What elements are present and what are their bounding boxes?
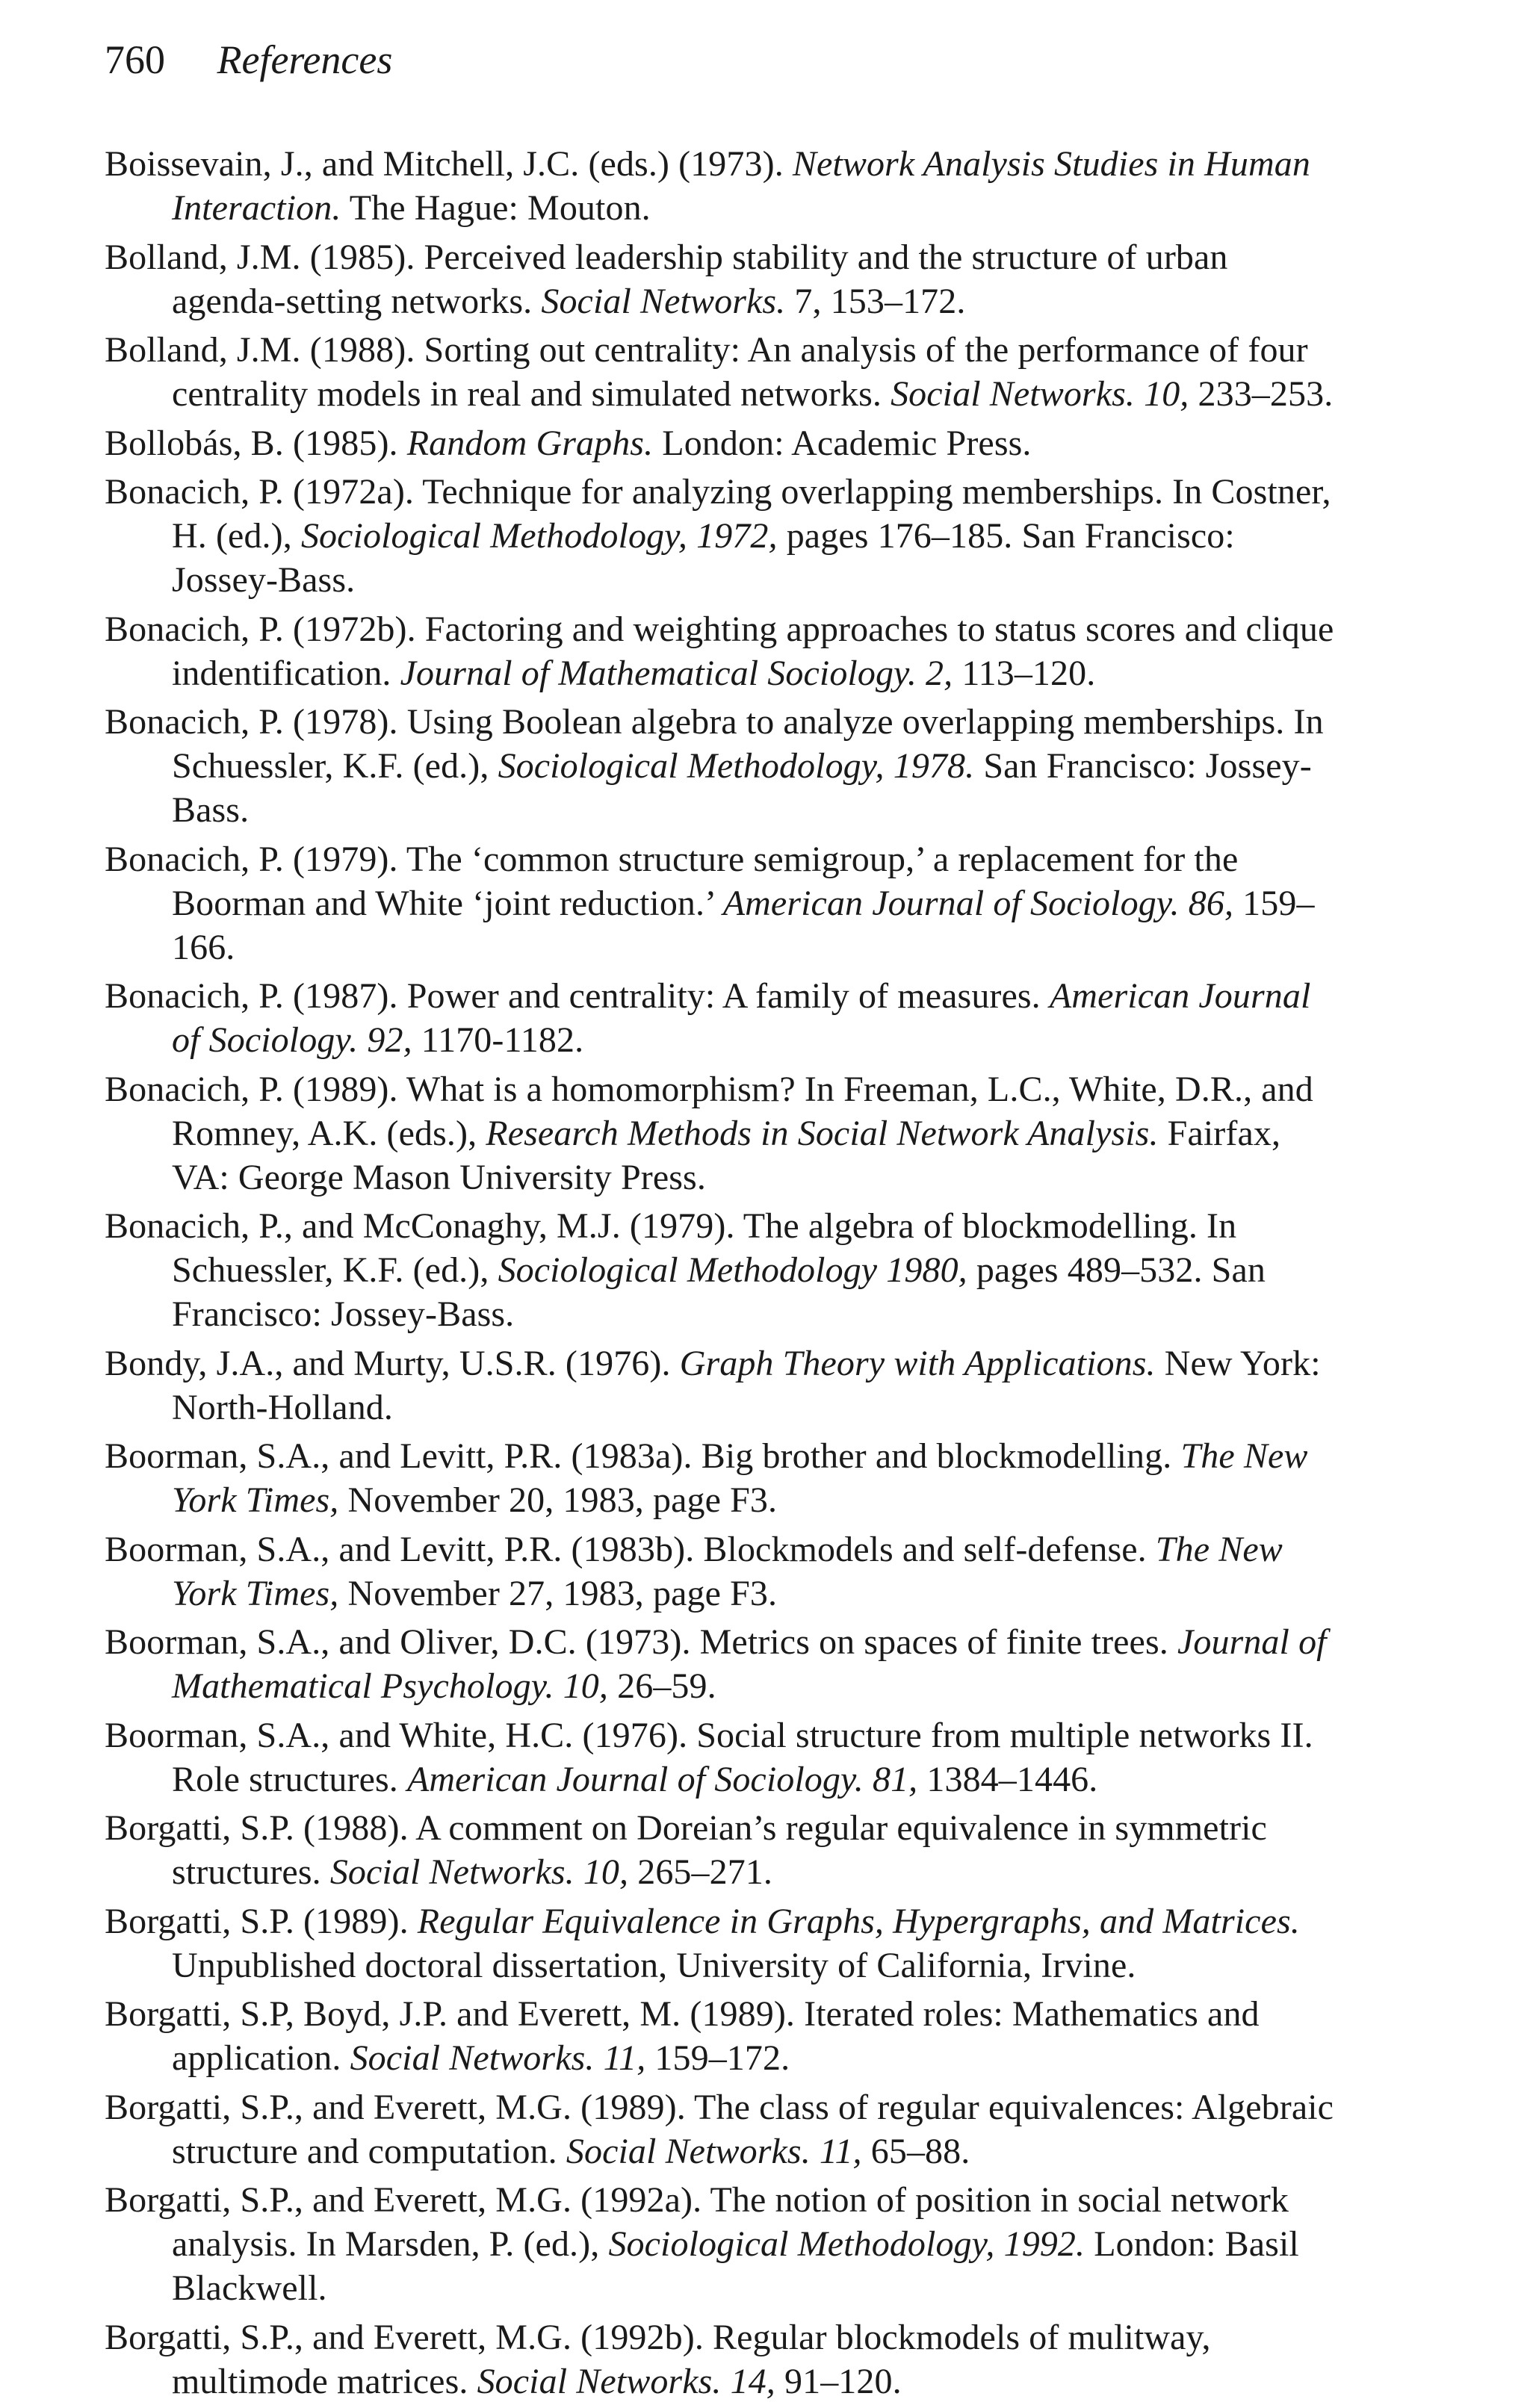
reference-text: Boorman, S.A., and Levitt, P.R. (1983b). Blockmodels and self-defense. <box>105 1529 1156 1569</box>
reference-title-italic: Sociological Methodology 1980, <box>498 1250 967 1290</box>
reference-text: Borgatti, S.P., and Everett, M.G. (1992a). The notion of position in social network analysis. In Marsden, P. (ed.), <box>105 2180 1289 2264</box>
reference-text: Borgatti, S.P. (1989). <box>105 1901 418 1941</box>
reference-text: 7, 153–172. <box>785 281 966 321</box>
reference-entry <box>105 1204 1345 1336</box>
reference-text: Boissevain, J., and Mitchell, J.C. (eds.) (1973). <box>105 144 793 184</box>
reference-entry <box>105 974 1345 1062</box>
reference-entry <box>105 421 1345 465</box>
reference-entry <box>105 1806 1345 1894</box>
reference-title-italic: Social Networks. 10, <box>329 1852 629 1892</box>
reference-entry <box>105 1992 1345 2080</box>
reference-entry <box>105 142 1345 230</box>
reference-entry <box>105 700 1345 832</box>
reference-entry <box>105 1341 1345 1430</box>
reference-text: Borgatti, S.P., and Everett, M.G. (1992b). Regular blockmodels of mulitway, multimode matrices. <box>105 2317 1211 2401</box>
reference-title-italic: Journal of Mathematical Psychology. 10, <box>172 1622 1327 1706</box>
reference-text: 159–172. <box>645 2038 790 2078</box>
running-head <box>105 30 1345 90</box>
reference-entry <box>105 328 1345 416</box>
reference-text: Fairfax, VA: George Mason University Press. <box>172 1113 1281 1197</box>
reference-title-italic: Sociological Methodology, 1972, <box>300 516 778 556</box>
book-page <box>105 30 1345 2408</box>
reference-text: Unpublished doctoral dissertation, University of California, Irvine. <box>172 1945 1136 1985</box>
reference-text: Bonacich, P. (1979). The ‘common structure semigroup,’ a replacement for the Boorman and White ‘joint reduction.’ <box>105 839 1239 923</box>
reference-title-italic: Sociological Methodology, 1978. <box>498 746 975 786</box>
reference-title-italic: American Journal of Sociology. 81, <box>406 1759 918 1799</box>
reference-text: 1384–1446. <box>917 1759 1098 1799</box>
reference-title-italic: Network Analysis Studies in Human Interaction. <box>172 144 1310 228</box>
reference-text: pages 489–532. San Francisco: Jossey-Bass. <box>172 1250 1266 1334</box>
reference-entry <box>105 470 1345 602</box>
reference-entry <box>105 2315 1345 2404</box>
reference-text: 113–120. <box>953 653 1096 693</box>
reference-text: Bonacich, P. (1987). Power and centrality: A family of measures. <box>105 976 1050 1016</box>
reference-title-italic: Social Networks. <box>541 281 786 321</box>
reference-text: 1170-1182. <box>412 1020 584 1060</box>
reference-text: The Hague: Mouton. <box>341 188 651 228</box>
reference-text: Bondy, J.A., and Murty, U.S.R. (1976). <box>105 1343 680 1383</box>
reference-entry <box>105 1067 1345 1200</box>
reference-entry <box>105 2085 1345 2173</box>
reference-entry <box>105 1620 1345 1708</box>
reference-text: London: Academic Press. <box>653 423 1032 463</box>
reference-text: pages 176–185. San Francisco: Jossey-Bass. <box>172 516 1235 600</box>
reference-text: 159–166. <box>172 883 1315 967</box>
reference-text: Bolland, J.M. (1985). Perceived leadership stability and the structure of urban agenda-setting networks. <box>105 237 1228 321</box>
reference-title-italic: Regular Equivalence in Graphs, Hypergraphs, and Matrices. <box>417 1901 1300 1941</box>
reference-entry <box>105 607 1345 695</box>
reference-title-italic: The New York Times, <box>172 1529 1283 1613</box>
reference-text: 26–59. <box>608 1666 716 1706</box>
reference-title-italic: Journal of Mathematical Sociology. 2, <box>400 653 953 693</box>
reference-text: Borgatti, S.P, Boyd, J.P. and Everett, M. (1989). Iterated roles: Mathematics and application. <box>105 1994 1260 2078</box>
reference-text: 233–253. <box>1189 374 1334 414</box>
reference-entry <box>105 235 1345 323</box>
running-title: References <box>217 37 393 82</box>
reference-entry <box>105 837 1345 969</box>
reference-title-italic: Social Networks. 11, <box>350 2038 646 2078</box>
reference-text: November 27, 1983, page F3. <box>338 1573 778 1613</box>
reference-text: Bollobás, B. (1985). <box>105 423 407 463</box>
reference-text: San Francisco: Jossey-Bass. <box>172 746 1312 830</box>
reference-title-italic: Research Methods in Social Network Analysis. <box>486 1113 1159 1153</box>
reference-entry <box>105 1434 1345 1522</box>
reference-entry <box>105 2178 1345 2310</box>
reference-title-italic: American Journal of Sociology. 86, <box>722 883 1234 923</box>
reference-text: Bonacich, P. (1972a). Technique for analyzing overlapping memberships. In Costner, H. (ed.), <box>105 472 1331 556</box>
reference-title-italic: Random Graphs. <box>406 423 654 463</box>
reference-text: Bonacich, P. (1989). What is a homomorphism? In Freeman, L.C., White, D.R., and Romney, A.K. (eds.), <box>105 1069 1313 1153</box>
reference-text: 91–120. <box>775 2361 902 2401</box>
reference-entry <box>105 1899 1345 1987</box>
reference-title-italic: Social Networks. 14, <box>477 2361 775 2401</box>
reference-title-italic: Sociological Methodology, 1992. <box>608 2224 1085 2264</box>
reference-text: Bolland, J.M. (1988). Sorting out centrality: An analysis of the performance of four centrality models in real and simulated networks. <box>105 330 1308 414</box>
reference-text: Borgatti, S.P., and Everett, M.G. (1989). The class of regular equivalences: Algebraic structure and computation. <box>105 2087 1334 2171</box>
reference-text: 265–271. <box>628 1852 773 1892</box>
reference-title-italic: American Journal of Sociology. 92, <box>172 976 1311 1060</box>
reference-text: November 20, 1983, page F3. <box>338 1480 778 1520</box>
reference-title-italic: The New York Times, <box>172 1436 1308 1520</box>
reference-text: Bonacich, P. (1978). Using Boolean algebra to analyze overlapping memberships. In Schuessler, K.F. (ed.), <box>105 702 1324 786</box>
reference-title-italic: Social Networks. 11, <box>566 2131 862 2171</box>
reference-text: Bonacich, P., and McConaghy, M.J. (1979). The algebra of blockmodelling. In Schuessler, K.F. (ed.), <box>105 1206 1237 1290</box>
reference-text: Boorman, S.A., and Levitt, P.R. (1983a). Big brother and blockmodelling. <box>105 1436 1181 1476</box>
reference-list <box>105 142 1345 2404</box>
reference-text: Boorman, S.A., and Oliver, D.C. (1973). Metrics on spaces of finite trees. <box>105 1622 1177 1662</box>
reference-text: Boorman, S.A., and White, H.C. (1976). Social structure from multiple networks II. Role structures. <box>105 1715 1313 1799</box>
reference-text: London: Basil Blackwell. <box>172 2224 1299 2308</box>
reference-text: New York: North-Holland. <box>172 1343 1321 1427</box>
reference-text: Bonacich, P. (1972b). Factoring and weighting approaches to status scores and clique indentification. <box>105 609 1334 693</box>
reference-title-italic: Social Networks. 10, <box>891 374 1189 414</box>
reference-title-italic: Graph Theory with Applications. <box>679 1343 1156 1383</box>
reference-entry <box>105 1527 1345 1616</box>
reference-entry <box>105 1713 1345 1802</box>
reference-text: Borgatti, S.P. (1988). A comment on Doreian’s regular equivalence in symmetric structures. <box>105 1808 1267 1892</box>
page-number: 760 <box>105 37 165 82</box>
reference-text: 65–88. <box>861 2131 970 2171</box>
